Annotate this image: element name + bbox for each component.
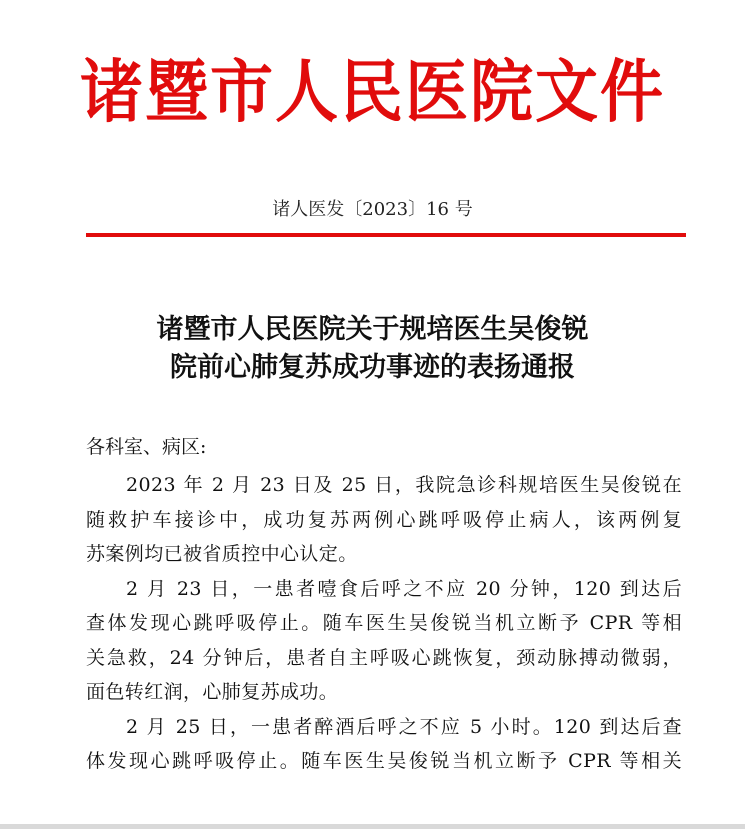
addressee: 各科室、病区: — [86, 436, 207, 458]
document-title — [40, 311, 705, 387]
body-line-1: 2023 年 2 月 23 日及 25 日，我院急诊科规培医生吴俊锐在 — [126, 474, 682, 496]
page-bottom-edge — [0, 824, 745, 829]
body-line-9: 体发现心跳呼吸停止。随车医生吴俊锐当机立断予 CPR 等相关 — [86, 750, 682, 772]
header-divider-line — [86, 233, 686, 237]
body-line-3: 苏案例均已被省质控中心认定。 — [86, 543, 358, 565]
document-title-line-2: 院前心肺复苏成功事迹的表扬通报 — [170, 352, 575, 383]
document-body — [86, 468, 682, 779]
body-line-6: 关急救，24 分钟后，患者自主呼吸心跳恢复，颈动脉搏动微弱， — [86, 646, 682, 669]
body-line-7: 面色转红润，心肺复苏成功。 — [86, 681, 339, 703]
document-title-line-1: 诸暨市人民医院关于规培医生吴俊锐 — [156, 314, 589, 345]
body-line-8: 2 月 25 日，一患者醉酒后呼之不应 5 小时。120 到达后查 — [126, 715, 682, 738]
body-line-4: 2 月 23 日，一患者噎食后呼之不应 20 分钟，120 到达后 — [126, 577, 682, 600]
body-line-2: 随救护车接诊中，成功复苏两例心跳呼吸停止病人，该两例复 — [86, 508, 682, 531]
document-header-title: 诸暨市人民医院文件 — [80, 51, 665, 132]
body-line-5: 查体发现心跳呼吸停止。随车医生吴俊锐当机立断予 CPR 等相 — [86, 612, 682, 634]
document-number: 诸人医发〔2023〕16 号 — [272, 199, 473, 220]
